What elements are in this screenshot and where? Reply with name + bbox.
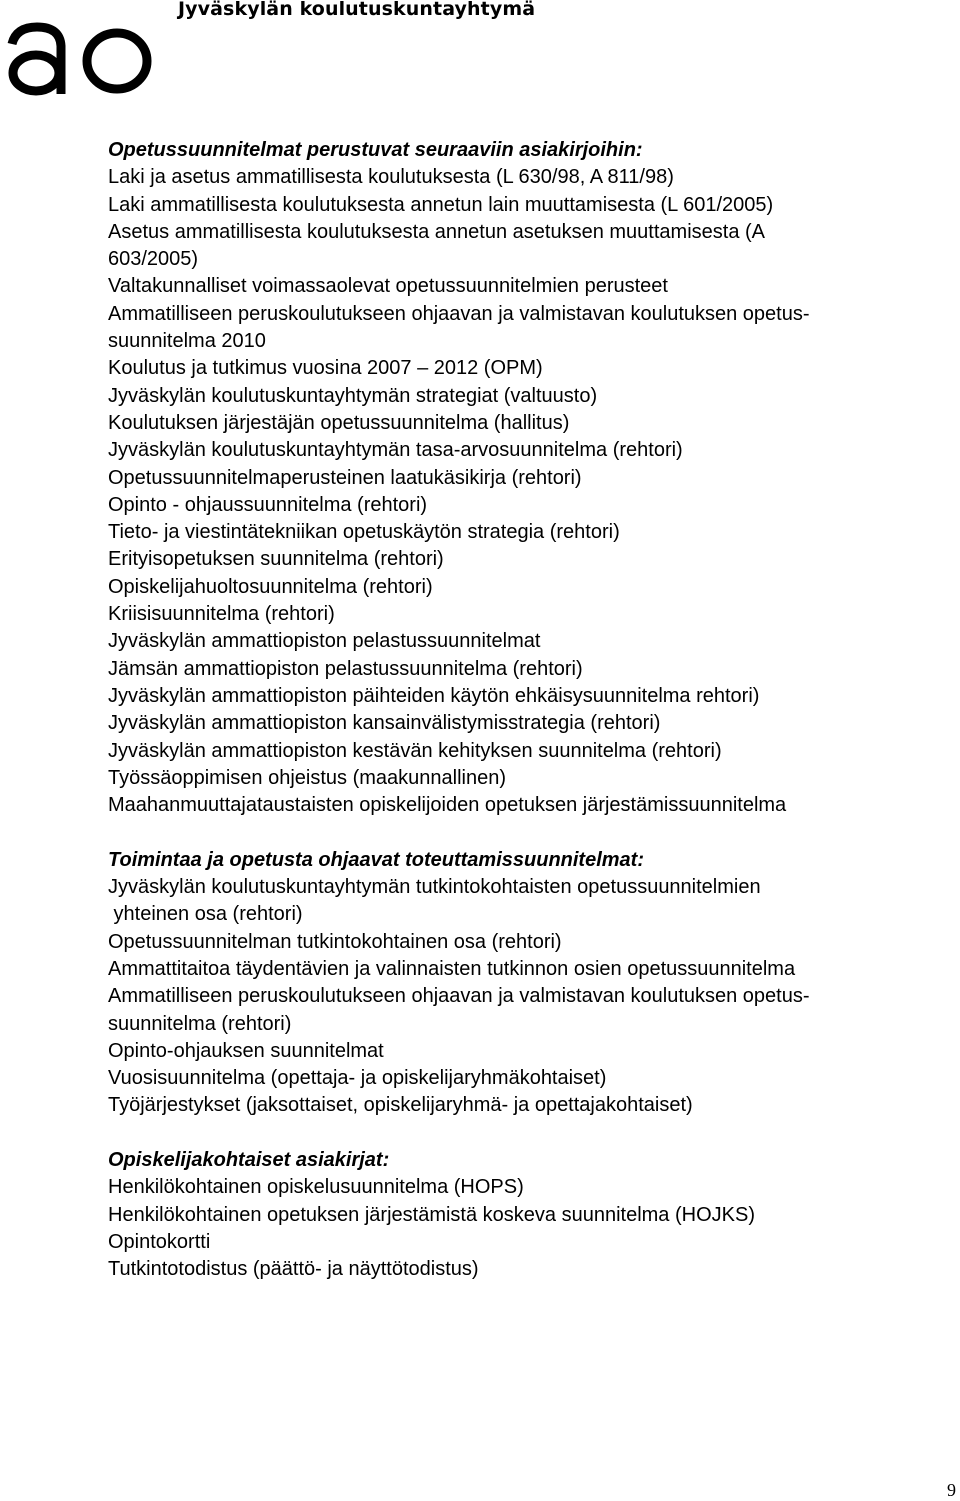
section-source-documents: [108, 137, 938, 819]
list-item: Laki ammatillisesta koulutuksesta annetun lain muuttamisesta (L 601/2005): [108, 193, 774, 216]
list-item: Henkilökohtainen opiskelusuunnitelma (HOPS): [108, 1176, 524, 1199]
list-item: Laki ja asetus ammatillisesta koulutuksesta (L 630/98, A 811/98): [108, 166, 674, 189]
list-item: Opinto - ohjaussuunnitelma (rehtori): [108, 493, 428, 516]
list-item: Koulutuksen järjestäjän opetussuunnitelma (hallitus): [108, 411, 570, 434]
organization-logo: [0, 0, 160, 110]
list-item: Koulutus ja tutkimus vuosina 2007 – 2012 (OPM): [108, 357, 543, 380]
list-item: Valtakunnalliset voimassaolevat opetussuunnitelmien perusteet: [108, 275, 668, 298]
list-item: 603/2005): [108, 248, 199, 271]
list-item: Jyväskylän koulutuskuntayhtymän strategiat (valtuusto): [108, 384, 598, 407]
document-list: [108, 164, 938, 819]
list-item: Jyväskylän ammattiopiston päihteiden käytön ehkäisysuunnitelma rehtori): [108, 684, 760, 707]
list-item: Jyväskylän ammattiopiston kansainvälistymisstrategia (rehtori): [108, 712, 661, 735]
section-student-documents: [108, 1147, 938, 1283]
list-item: Jyväskylän ammattiopiston kestävän kehityksen suunnitelma (rehtori): [108, 739, 722, 762]
list-item: Jyväskylän koulutuskuntayhtymän tutkintokohtaisten opetussuunnitelmien: [108, 876, 761, 899]
section-heading: Opiskelijakohtaiset asiakirjat:: [108, 1148, 390, 1171]
page-number: 9: [947, 1480, 956, 1500]
document-body: [108, 137, 938, 1283]
organization-name: Jyväskylän koulutuskuntayhtymä: [178, 0, 536, 20]
list-item: Kriisisuunnitelma (rehtori): [108, 603, 335, 626]
list-item: Opetussuunnitelman tutkintokohtainen osa (rehtori): [108, 930, 562, 953]
list-item: Jyväskylän ammattiopiston pelastussuunnitelmat: [108, 630, 541, 653]
list-item: Jyväskylän koulutuskuntayhtymän tasa-arvosuunnitelma (rehtori): [108, 439, 683, 462]
list-item: Ammatilliseen peruskoulutukseen ohjaavan ja valmistavan koulutuksen opetus-: [108, 302, 810, 325]
list-item: Tieto- ja viestintätekniikan opetuskäytön strategia (rehtori): [108, 521, 620, 544]
list-item: yhteinen osa (rehtori): [108, 903, 303, 926]
list-item: Jämsän ammattiopiston pelastussuunnitelma (rehtori): [108, 657, 583, 680]
section-heading: Opetussuunnitelmat perustuvat seuraaviin asiakirjoihin:: [108, 139, 643, 161]
section-implementation-plans: [108, 847, 938, 1120]
list-item: suunnitelma 2010: [108, 330, 266, 353]
list-item: Työssäoppimisen ohjeistus (maakunnallinen): [108, 766, 506, 789]
list-item: Opintokortti: [108, 1230, 211, 1253]
list-item: Tutkintotodistus (päättö- ja näyttötodistus): [108, 1258, 479, 1281]
list-item: Asetus ammatillisesta koulutuksesta annetun asetuksen muuttamisesta (A: [108, 220, 765, 243]
page-header: [0, 0, 960, 110]
list-item: Erityisopetuksen suunnitelma (rehtori): [108, 548, 444, 571]
list-item: suunnitelma (rehtori): [108, 1012, 292, 1035]
list-item: Ammatilliseen peruskoulutukseen ohjaavan ja valmistavan koulutuksen opetus-: [108, 985, 810, 1008]
list-item: Opetussuunnitelmaperusteinen laatukäsikirja (rehtori): [108, 466, 582, 489]
list-item: Opiskelijahuoltosuunnitelma (rehtori): [108, 575, 433, 598]
list-item: Vuosisuunnitelma (opettaja- ja opiskelijaryhmäkohtaiset): [108, 1067, 607, 1090]
list-item: Maahanmuuttajataustaisten opiskelijoiden opetuksen järjestämissuunnitelma: [108, 794, 787, 817]
list-item: Työjärjestykset (jaksottaiset, opiskelijaryhmä- ja opettajakohtaiset): [108, 1094, 693, 1117]
list-item: Ammattitaitoa täydentävien ja valinnaisten tutkinnon osien opetussuunnitelma: [108, 957, 796, 980]
section-heading: Toimintaa ja opetusta ohjaavat toteuttamissuunnitelmat:: [108, 848, 644, 871]
document-list: [108, 874, 938, 1120]
list-item: Henkilökohtainen opetuksen järjestämistä koskeva suunnitelma (HOJKS): [108, 1203, 755, 1226]
document-list: [108, 1174, 938, 1283]
list-item: Opinto-ohjauksen suunnitelmat: [108, 1039, 384, 1062]
